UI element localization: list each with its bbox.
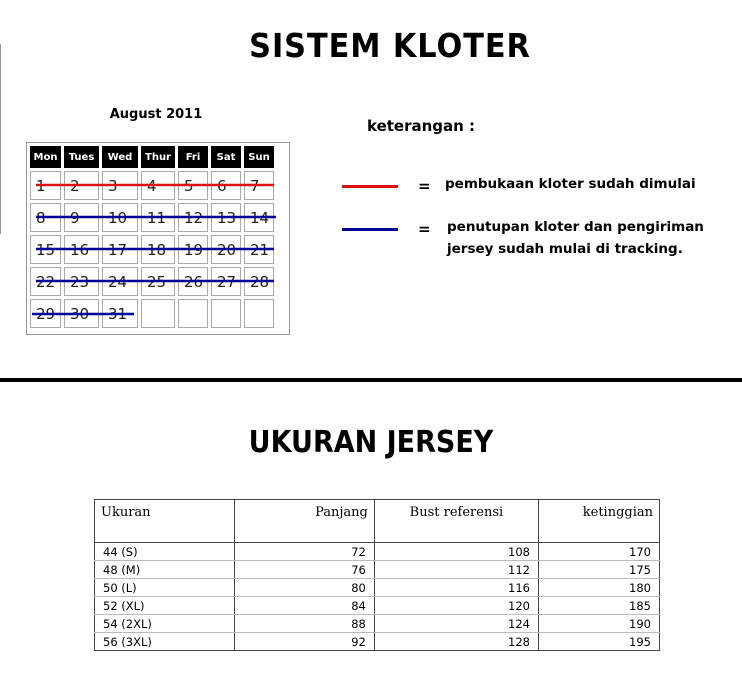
weekday-fri: Fri bbox=[178, 146, 208, 168]
calendar-day: 7 bbox=[244, 171, 274, 200]
header-ukuran: Ukuran bbox=[95, 500, 235, 543]
legend-equals: = bbox=[418, 220, 431, 238]
header-panjang: Panjang bbox=[234, 500, 374, 543]
calendar-day: 27 bbox=[211, 267, 241, 296]
cell-size: 56 (3XL) bbox=[95, 633, 235, 651]
cell-panjang: 80 bbox=[234, 579, 374, 597]
calendar-week-3 bbox=[30, 235, 274, 264]
calendar-day: 31 bbox=[102, 299, 138, 328]
calendar bbox=[26, 142, 290, 335]
cell-size: 44 (S) bbox=[95, 543, 235, 561]
calendar-day: 10 bbox=[102, 203, 138, 232]
calendar-week-1 bbox=[30, 171, 274, 200]
cell-size: 50 (L) bbox=[95, 579, 235, 597]
section-divider bbox=[0, 378, 742, 382]
table-row bbox=[95, 597, 660, 615]
legend-heading: keterangan : bbox=[367, 117, 476, 135]
calendar-day: 19 bbox=[178, 235, 208, 264]
weekday-mon: Mon bbox=[30, 146, 61, 168]
calendar-day: 1 bbox=[30, 171, 61, 200]
calendar-day: 22 bbox=[30, 267, 61, 296]
calendar-day: 25 bbox=[141, 267, 175, 296]
calendar-day: 17 bbox=[102, 235, 138, 264]
cell-size: 48 (M) bbox=[95, 561, 235, 579]
cell-ketinggian: 180 bbox=[538, 579, 659, 597]
legend-text-opening bbox=[445, 173, 696, 195]
calendar-day: 8 bbox=[30, 203, 61, 232]
calendar-month: August 2011 bbox=[109, 107, 203, 122]
header-bust: Bust referensi bbox=[374, 500, 538, 543]
table-row bbox=[95, 633, 660, 651]
weekday-sat: Sat bbox=[211, 146, 241, 168]
weekday-thu: Thur bbox=[141, 146, 175, 168]
calendar-day: 14 bbox=[244, 203, 274, 232]
calendar-day-empty bbox=[211, 299, 241, 328]
left-edge-mark bbox=[0, 44, 1, 234]
size-title: UKURAN JERSEY bbox=[248, 425, 494, 460]
calendar-day-empty bbox=[244, 299, 274, 328]
cell-bust: 112 bbox=[374, 561, 538, 579]
cell-bust: 128 bbox=[374, 633, 538, 651]
calendar-week-5 bbox=[30, 299, 274, 328]
cell-panjang: 76 bbox=[234, 561, 374, 579]
table-row bbox=[95, 615, 660, 633]
cell-bust: 120 bbox=[374, 597, 538, 615]
calendar-grid bbox=[27, 143, 277, 331]
cell-panjang: 72 bbox=[234, 543, 374, 561]
cell-panjang: 84 bbox=[234, 597, 374, 615]
calendar-day: 30 bbox=[64, 299, 99, 328]
calendar-day: 26 bbox=[178, 267, 208, 296]
cell-ketinggian: 190 bbox=[538, 615, 659, 633]
calendar-day: 12 bbox=[178, 203, 208, 232]
legend-text-line: penutupan kloter dan pengiriman bbox=[447, 219, 704, 235]
calendar-day: 20 bbox=[211, 235, 241, 264]
calendar-day: 3 bbox=[102, 171, 138, 200]
table-row bbox=[95, 561, 660, 579]
calendar-day-empty bbox=[178, 299, 208, 328]
calendar-day: 18 bbox=[141, 235, 175, 264]
weekday-tue: Tues bbox=[64, 146, 99, 168]
calendar-day: 6 bbox=[211, 171, 241, 200]
cell-bust: 116 bbox=[374, 579, 538, 597]
cell-size: 54 (2XL) bbox=[95, 615, 235, 633]
calendar-day: 15 bbox=[30, 235, 61, 264]
calendar-day: 29 bbox=[30, 299, 61, 328]
calendar-day: 9 bbox=[64, 203, 99, 232]
calendar-day: 24 bbox=[102, 267, 138, 296]
calendar-day: 28 bbox=[244, 267, 274, 296]
size-table-header bbox=[95, 500, 660, 543]
header-ketinggian: ketinggian bbox=[538, 500, 659, 543]
cell-panjang: 92 bbox=[234, 633, 374, 651]
legend-blue-line bbox=[342, 228, 398, 231]
cell-ketinggian: 185 bbox=[538, 597, 659, 615]
legend-equals: = bbox=[418, 177, 431, 195]
cell-bust: 108 bbox=[374, 543, 538, 561]
calendar-day: 13 bbox=[211, 203, 241, 232]
table-row bbox=[95, 579, 660, 597]
calendar-week-4 bbox=[30, 267, 274, 296]
calendar-weekdays bbox=[30, 146, 274, 168]
calendar-week-2 bbox=[30, 203, 274, 232]
calendar-day: 2 bbox=[64, 171, 99, 200]
legend-text-line: jersey sudah mulai di tracking. bbox=[447, 241, 683, 257]
calendar-day-empty bbox=[141, 299, 175, 328]
table-row bbox=[95, 543, 660, 561]
cell-ketinggian: 195 bbox=[538, 633, 659, 651]
weekday-sun: Sun bbox=[244, 146, 274, 168]
weekday-wed: Wed bbox=[102, 146, 138, 168]
calendar-day: 21 bbox=[244, 235, 274, 264]
cell-ketinggian: 170 bbox=[538, 543, 659, 561]
legend-text-closing bbox=[447, 216, 704, 260]
cell-bust: 124 bbox=[374, 615, 538, 633]
calendar-day: 23 bbox=[64, 267, 99, 296]
calendar-day: 11 bbox=[141, 203, 175, 232]
calendar-day: 4 bbox=[141, 171, 175, 200]
legend-text-line: pembukaan kloter sudah dimulai bbox=[445, 176, 696, 192]
calendar-day: 16 bbox=[64, 235, 99, 264]
cell-panjang: 88 bbox=[234, 615, 374, 633]
cell-size: 52 (XL) bbox=[95, 597, 235, 615]
legend-red-line bbox=[342, 185, 398, 188]
size-table bbox=[94, 499, 660, 651]
page-title: SISTEM KLOTER bbox=[249, 26, 531, 65]
calendar-day: 5 bbox=[178, 171, 208, 200]
cell-ketinggian: 175 bbox=[538, 561, 659, 579]
